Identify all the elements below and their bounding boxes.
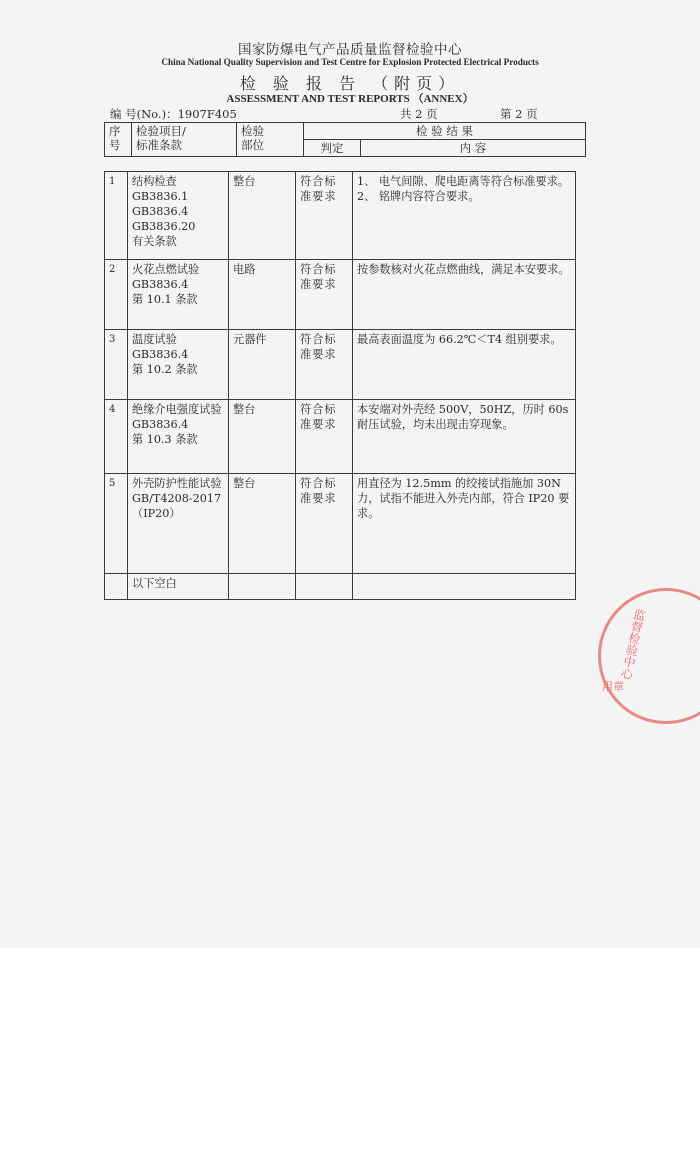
row-seq: 1: [105, 172, 128, 260]
org-name-cn: 国家防爆电气产品质量监督检验中心: [238, 42, 462, 58]
row-part: 整台: [229, 172, 296, 260]
row-seq: 5: [105, 474, 128, 574]
row-item-line: 温度试验: [132, 333, 177, 346]
row-content-line: 按参数核对火花点燃曲线，满足本安要求。: [357, 263, 570, 276]
table-row: [105, 400, 576, 474]
row-part: 元器件: [229, 330, 296, 400]
row-item-line: 第 10.1 条款: [132, 293, 198, 306]
seal-text: 监督检验中心: [618, 607, 648, 681]
row-seq: 2: [105, 260, 128, 330]
row-item-line: GB3836.1: [132, 190, 189, 203]
row-item-line: GB/T4208-2017: [132, 492, 222, 505]
row-item-line: 火花点燃试验: [132, 263, 200, 276]
row-content: [353, 330, 576, 400]
row-item: [128, 400, 229, 474]
row-item-line: GB3836.4: [132, 348, 189, 361]
col-seq-header: 序 号: [105, 123, 132, 157]
row-content-line: 2、 铭牌内容符合要求。: [357, 190, 480, 203]
row-content-line: 最高表面温度为 66.2℃＜T4 组别要求。: [357, 333, 562, 346]
col-content-header: 内 容: [361, 140, 586, 157]
row-content: [353, 172, 576, 260]
report-title-cn: 检 验 报 告 （附页）: [239, 74, 461, 93]
row-content-line: 1、 电气间隙、爬电距离等符合标准要求。: [357, 175, 570, 188]
row-content-line: 本安端对外壳经 500V，50HZ，历时 60s 耐压试验，均未出现击穿现象。: [357, 403, 569, 431]
row-part: 整台: [229, 400, 296, 474]
row-item: [128, 330, 229, 400]
row-seq: 4: [105, 400, 128, 474]
column-header-table: [104, 122, 586, 157]
table-row: [105, 260, 576, 330]
row-content-line: 用直径为 12.5mm 的绞接试指施加 30N 力，试指不能进入外壳内部，符合 IP20 要求。: [357, 477, 570, 520]
row-judge: 符合标准要求: [296, 330, 353, 400]
col-result-header: 检 验 结 果: [304, 123, 586, 140]
col-judge-header: 判定: [304, 140, 361, 157]
col-part-header: 检验 部位: [237, 123, 304, 157]
row-judge: 符合标准要求: [296, 260, 353, 330]
row-item-line: （IP20）: [132, 507, 181, 520]
row-item-line: 第 10.3 条款: [132, 433, 198, 446]
row-item-line: GB3836.20: [132, 220, 196, 233]
row-item-line: GB3836.4: [132, 418, 189, 431]
report-number: 编 号(No.)：1907F405: [110, 107, 237, 121]
row-item-line: 绝缘介电强度试验: [132, 403, 222, 416]
row-item-line: 第 10.2 条款: [132, 363, 198, 376]
row-item: [128, 260, 229, 330]
total-pages: 共 2 页: [400, 107, 438, 121]
col-item-header: 检验项目/ 标准条款: [132, 123, 237, 157]
row-content: [353, 400, 576, 474]
blank-row: [105, 574, 576, 600]
row-judge: 符合标准要求: [296, 400, 353, 474]
blank-note: 以下空白: [128, 574, 229, 600]
row-judge: 符合标准要求: [296, 474, 353, 574]
page-number: 第 2 页: [500, 107, 538, 121]
row-seq: 3: [105, 330, 128, 400]
row-item: [128, 172, 229, 260]
seal-label: 用章: [602, 680, 624, 693]
results-table: [104, 171, 576, 600]
row-part: 整台: [229, 474, 296, 574]
row-item-line: 有关条款: [132, 235, 177, 248]
row-item-line: GB3836.4: [132, 278, 189, 291]
table-row: [105, 474, 576, 574]
row-item-line: GB3836.4: [132, 205, 189, 218]
report-title-en: ASSESSMENT AND TEST REPORTS （ANNEX）: [226, 93, 474, 105]
row-content: [353, 260, 576, 330]
row-item-line: 外壳防护性能试验: [132, 477, 222, 490]
table-row: [105, 172, 576, 260]
row-content: [353, 474, 576, 574]
row-item: [128, 474, 229, 574]
row-part: 电路: [229, 260, 296, 330]
table-row: [105, 330, 576, 400]
org-name-en: China National Quality Supervision and Test Centre for Explosion Protected Electrical Products: [161, 57, 539, 67]
row-item-line: 结构检查: [132, 175, 177, 188]
row-judge: 符合标准要求: [296, 172, 353, 260]
